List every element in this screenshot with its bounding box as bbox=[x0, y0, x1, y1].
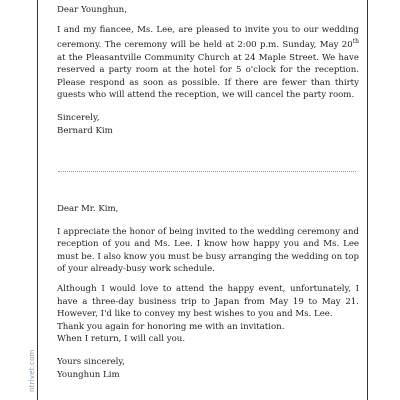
letter2-closing: Yours sincerely, bbox=[57, 356, 125, 367]
letter2-paragraph2: Although I would love to attend the happy event, unfortunately, I have a three-day business trip to Japan from May 19 to May 21. However, I'd like to convey my best wishes to you and Ms. Lee. bbox=[57, 283, 359, 320]
letter2-signature: Younghun Lim bbox=[57, 369, 120, 380]
letter2-thanks-line: Thank you again for honoring me with an invitation. bbox=[57, 321, 285, 332]
letter1-body bbox=[57, 24, 359, 102]
reply-letter bbox=[57, 203, 359, 381]
letter1-closing: Sincerely, bbox=[57, 113, 100, 124]
site-watermark: ntrivet.com bbox=[28, 349, 36, 392]
letter1-greeting: Dear Younghun, bbox=[57, 5, 127, 15]
letter2-return-line: When I return, I will call you. bbox=[57, 334, 186, 345]
letter2-paragraph1: I appreciate the honor of being invited to the wedding ceremony and reception of you and Ms. Lee. I know how happy you and Ms. Lee must be. I also know you must be busy arranging the wedding on top of your already-busy work schedule. bbox=[57, 226, 359, 275]
letter2-greeting: Dear Mr. Kim, bbox=[57, 204, 119, 214]
letter1-body-part1: I and my fiancee, Ms. Lee, are pleased to invite you to our wedding ceremony. The ceremony will be held at 2:00 p.m. Sunday, May 20 bbox=[57, 24, 359, 51]
letter-divider bbox=[58, 171, 356, 172]
letter1-body-ordinal: th bbox=[352, 38, 359, 46]
invitation-letter bbox=[57, 4, 359, 137]
letter1-body-part2: at the Pleasantville Community Church at 24 Maple Street. We have reserved a party room at the hotel for 5 o'clock for the reception. Please respond as soon as possible. If there are fewer than thirty guests who will attend the reception, we will cancel the party room. bbox=[57, 52, 359, 101]
letter1-signature: Bernard Kim bbox=[57, 125, 113, 136]
